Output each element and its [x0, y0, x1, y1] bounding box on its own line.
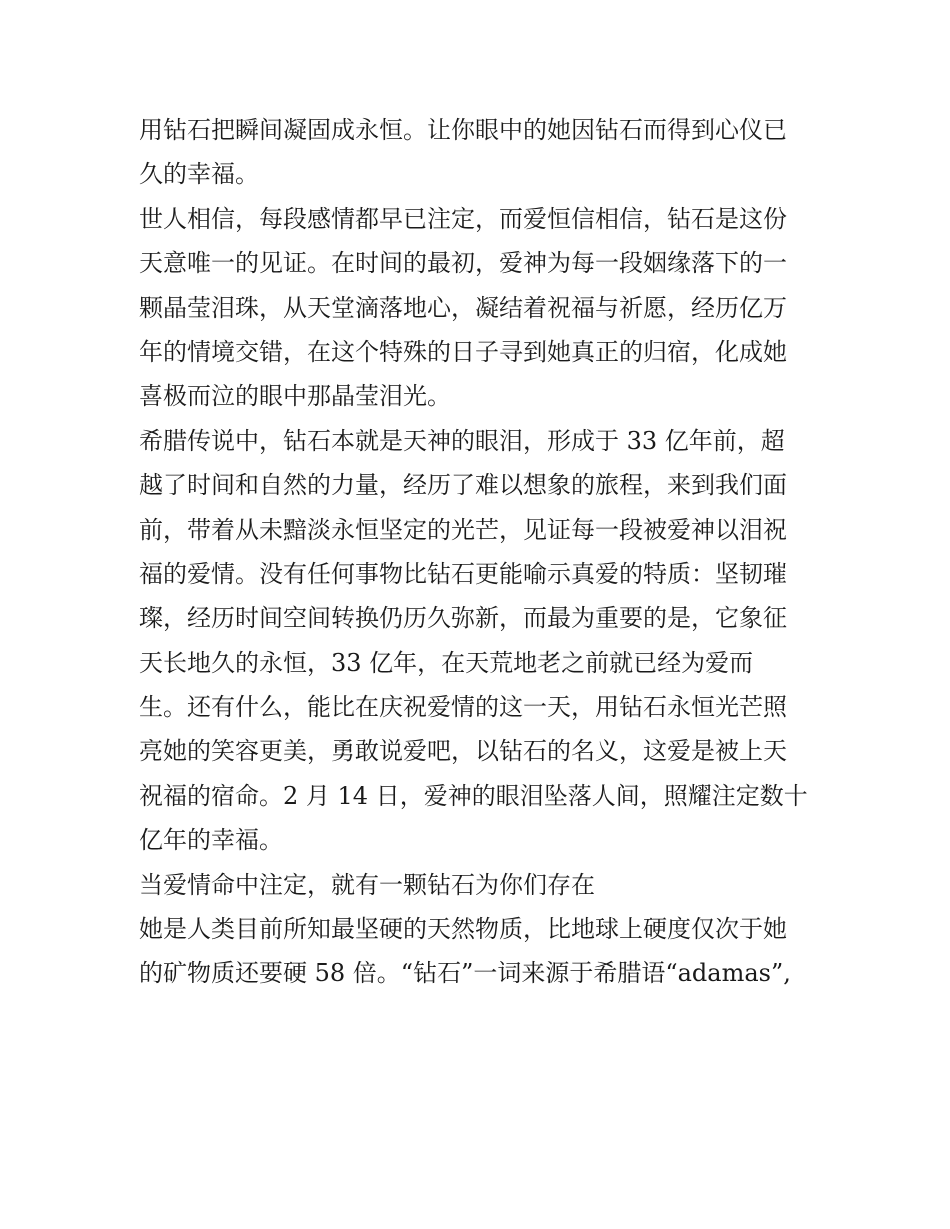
- text-line: 希腊传说中，钻石本就是天神的眼泪，形成于 33 亿年前，超: [139, 426, 785, 455]
- text-line: 喜极而泣的眼中那晶莹泪光。: [139, 382, 451, 411]
- text-line: 的矿物质还要硬 58 倍。“钻石”一词来源于希腊语“adamas”,: [139, 959, 791, 988]
- text-line: 当爱情命中注定，就有一颗钻石为你们存在: [139, 870, 595, 899]
- text-line: 亿年的幸福。: [139, 826, 283, 855]
- text-line: 福的爱情。没有任何事物比钻石更能喻示真爱的特质：坚韧璀: [139, 559, 787, 588]
- text-line: 久的幸福。: [139, 160, 259, 189]
- text-line: 年的情境交错，在这个特殊的日子寻到她真正的归宿，化成她: [139, 337, 787, 366]
- text-line: 越了时间和自然的力量，经历了难以想象的旅程，来到我们面: [139, 471, 787, 500]
- text-line: 世人相信，每段感情都早已注定，而爱恒信相信，钻石是这份: [139, 204, 787, 233]
- text-line: 祝福的宿命。2 月 14 日，爱神的眼泪坠落人间，照耀注定数十: [139, 781, 808, 810]
- text-line: 颗晶莹泪珠，从天堂滴落地心，凝结着祝福与祈愿，经历亿万: [139, 293, 787, 322]
- text-line: 天长地久的永恒，33 亿年，在天荒地老之前就已经为爱而: [139, 648, 754, 677]
- text-line: 亮她的笑容更美，勇敢说爱吧，以钻石的名义，这爱是被上天: [139, 737, 787, 766]
- text-line: 她是人类目前所知最坚硬的天然物质，比地球上硬度仅次于她: [139, 915, 787, 944]
- body-text: [139, 108, 819, 996]
- text-line: 天意唯一的见证。在时间的最初，爱神为每一段姻缘落下的一: [139, 249, 787, 278]
- text-line: 前，带着从未黯淡永恒坚定的光芒，见证每一段被爱神以泪祝: [139, 515, 787, 544]
- text-line: 用钻石把瞬间凝固成永恒。让你眼中的她因钻石而得到心仪已: [139, 116, 787, 144]
- text-line: 生。还有什么，能比在庆祝爱情的这一天，用钻石永恒光芒照: [139, 693, 787, 722]
- text-line: 璨，经历时间空间转换仍历久弥新，而最为重要的是，它象征: [139, 604, 787, 633]
